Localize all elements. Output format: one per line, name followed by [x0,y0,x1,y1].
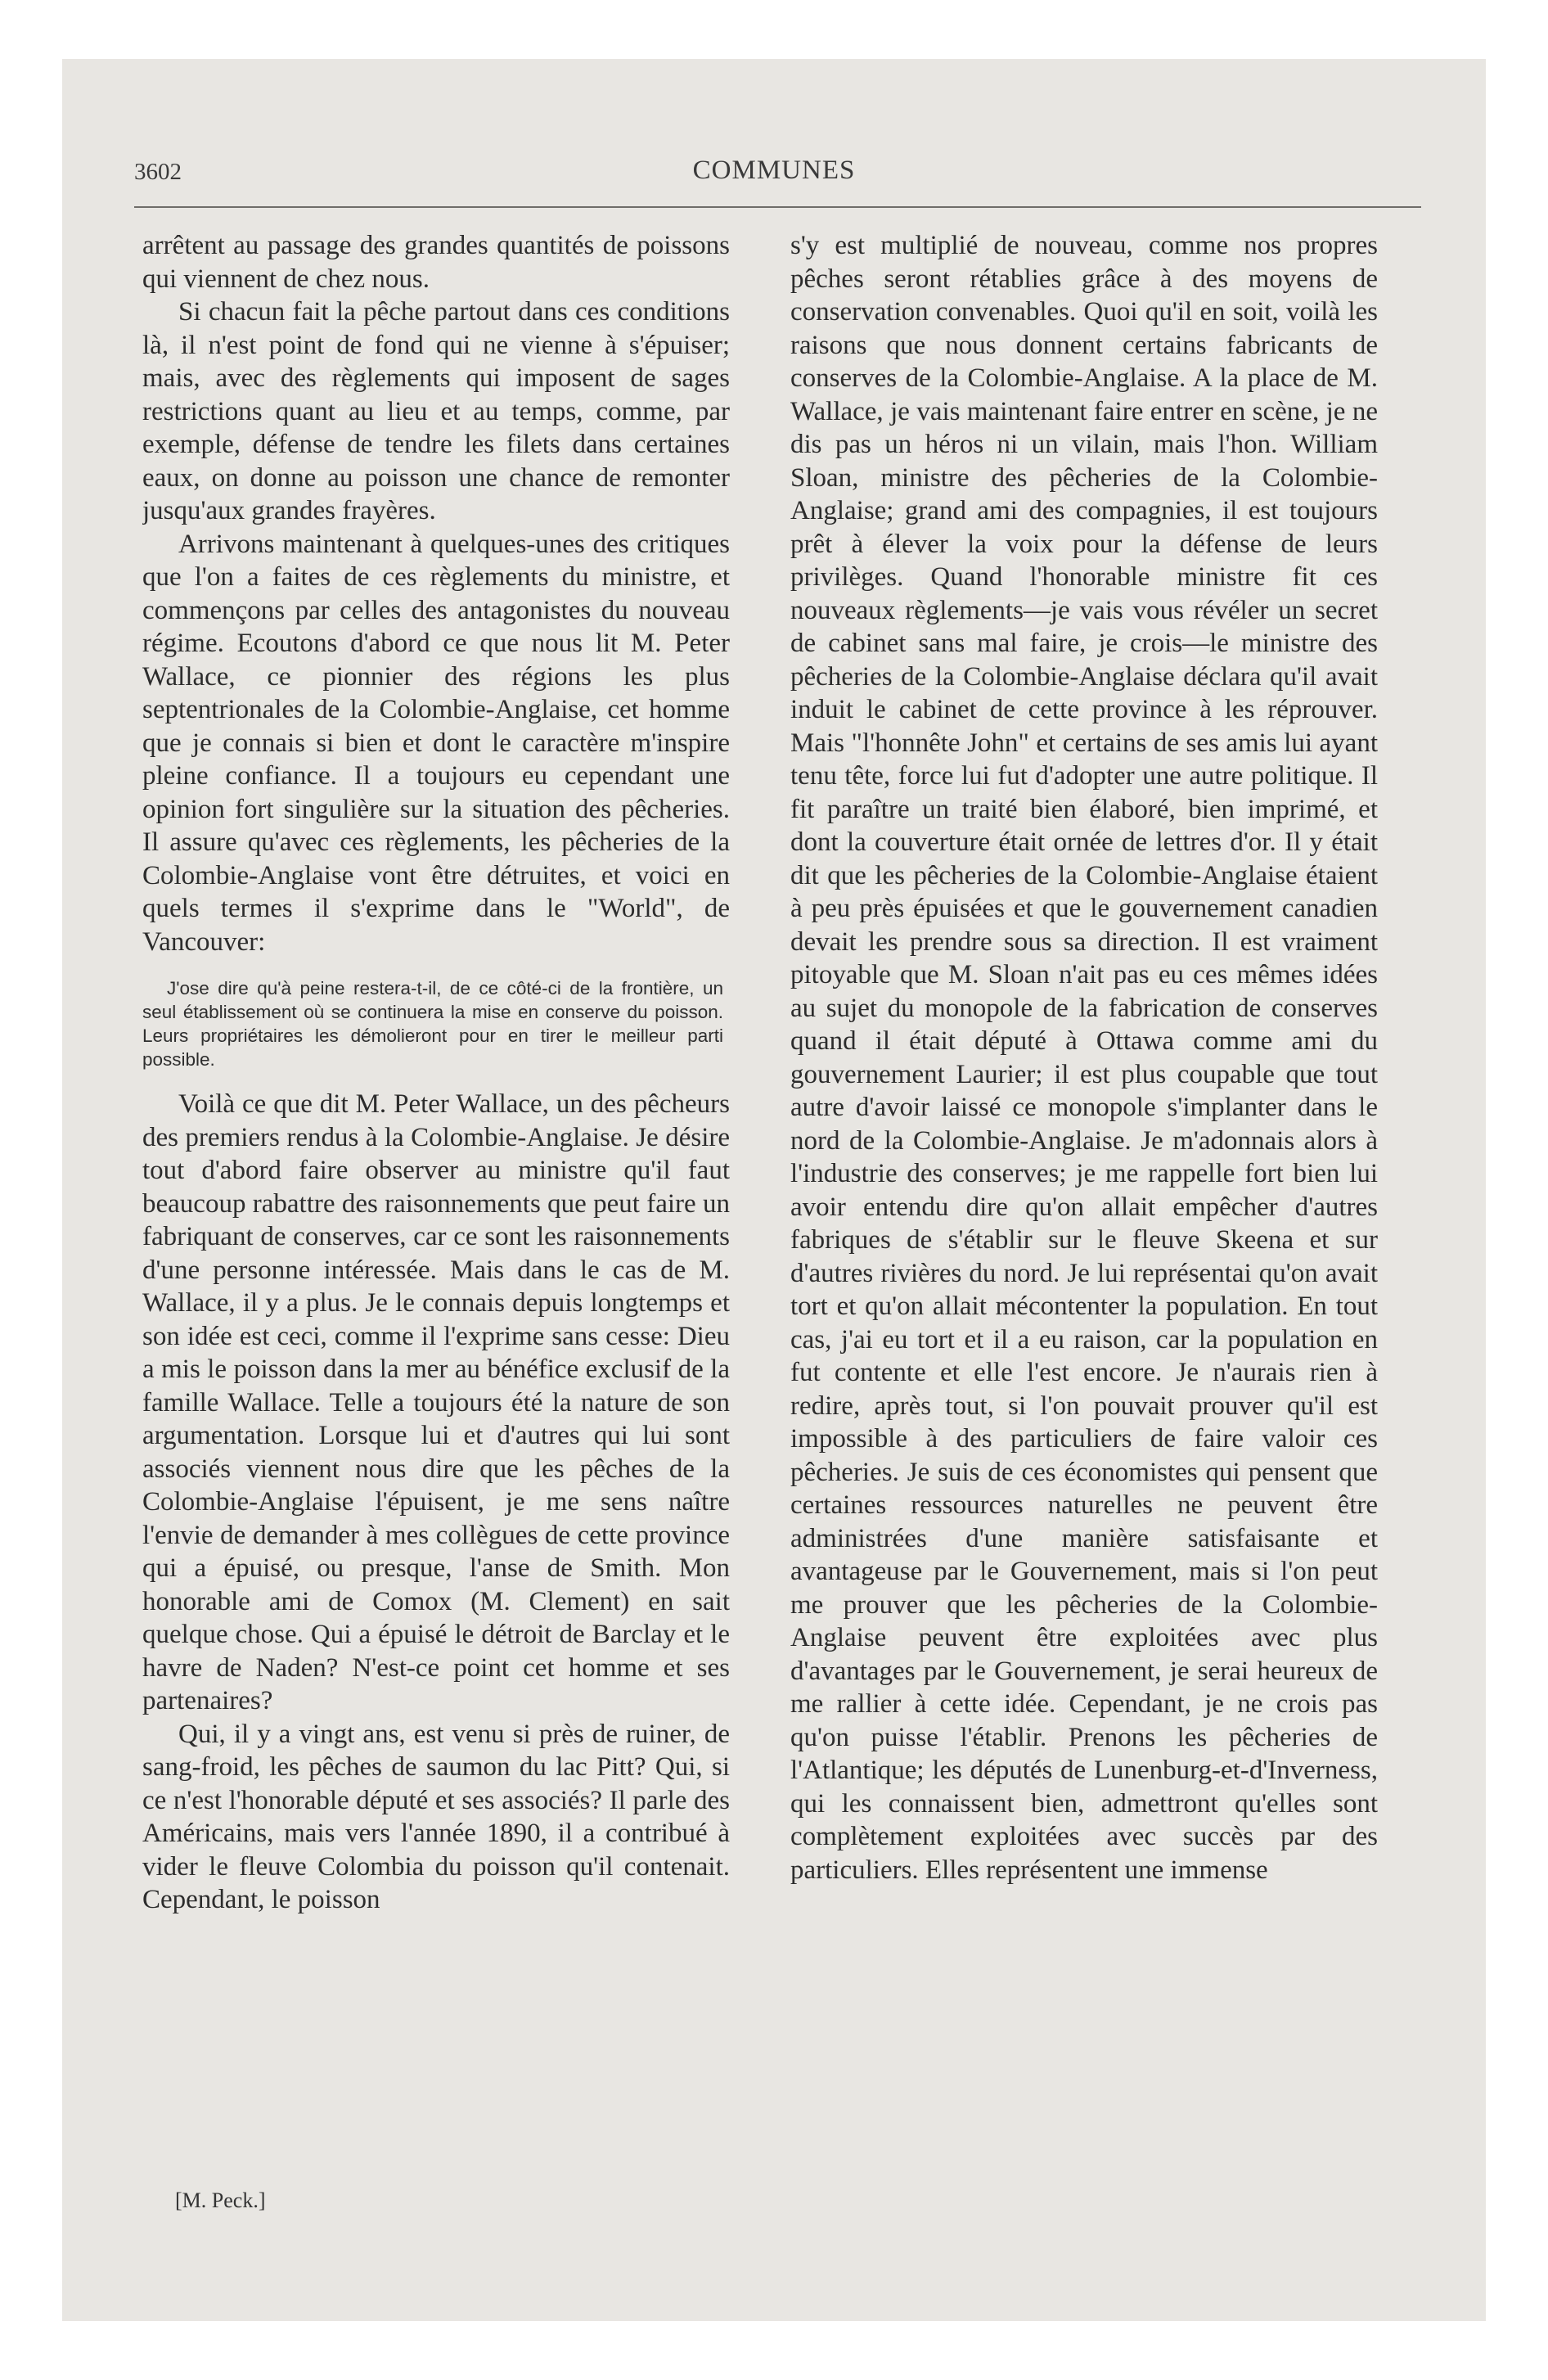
header-rule [134,206,1421,208]
block-quote: J'ose dire qu'à peine restera-t-il, de ce côté-ci de la frontière, un seul établissement où se continuera la mise en conserve du poisson. Leurs propriétaires les démolieront pour en tirer le meilleur parti possible. [142,978,723,1070]
scanned-page [62,59,1486,2321]
left-column [142,229,730,2177]
paragraph: Si chacun fait la pêche partout dans ces conditions là, il n'est point de fond qui ne vienne à s'épuiser; mais, avec des règlements qui imposent de sages restrictions quant au lieu et au temps, comme, par exemple, défense de tendre les filets dans certaines eaux, on donne au poisson une chance de remonter jusqu'aux grandes frayères. [142,297,730,525]
paragraph: s'y est multiplié de nouveau, comme nos propres pêches seront rétablies grâce à des moyens de conservation convenables. Quoi qu'il en soit, voilà les raisons que nous donnent certains fabricants de conserves de la Colombie-Anglaise. A la place de M. Wallace, je vais maintenant faire entrer en scène, je ne dis pas un héros ni un vilain, mais l'hon. William Sloan, ministre des pêcheries de la Colombie-Anglaise; grand ami des compagnies, il est toujours prêt à élever la voix pour la défense de leurs privilèges. Quand l'honorable ministre fit ces nouveaux règlements—je vais vous révéler un secret de cabinet sans mal faire, je crois—le ministre des pêcheries de la Colombie-Anglaise déclara qu'il avait induit le cabinet de cette province à les réprouver. Mais "l'honnête John" et certains de ses amis lui ayant tenu tête, force lui fut d'adopter une autre politique. Il fit paraître un traité bien élaboré, bien imprimé, et dont la couverture était ornée de lettres d'or. Il y était dit que les pêcheries de la Colombie-Anglaise étaient à peu près épuisées et que le gouvernement canadien devait les prendre sous sa direction. Il est vraiment pitoyable que M. Sloan n'ait pas eu ces mêmes idées au sujet du monopole de la fabrication de conserves quand il était député à Ottawa comme ami du gouvernement Laurier; il est plus coupable que tout autre d'avoir laissé ce monopole s'implanter dans le nord de la Colombie-Anglaise. Je m'adonnais alors à l'industrie des conserves; je me rappelle fort bien lui avoir entendu dire qu'on allait empêcher d'autres fabriques de s'établir sur le fleuve Skeena et sur d'autres rivières du nord. Je lui représentai qu'on avait tort et qu'on allait mécontenter la population. En tout cas, j'ai eu tort et il a eu raison, car la population en fut contente et elle l'est encore. Je n'aurais rien à redire, après tout, si l'on pouvait prouver qu'il est impossible à des particuliers de faire valoir ces pêcheries. Je suis de ces économistes qui pensent que certaines ressources naturelles ne peuvent être administrées d'une manière satisfaisante et avantageuse par le Gouvernement, mais si l'on peut me prouver que les pêcheries de la Colombie-Anglaise peuvent être exploitées avec plus d'avantages par le Gouvernement, je serai heureux de me rallier à cette idée. Cependant, je ne crois pas qu'on puisse l'établir. Prenons les pêcheries de l'Atlantique; les députés de Lunenburg-et-d'Inverness, qui les connaissent bien, admettront qu'elles sont complètement exploitées avec succès par des particuliers. Elles représentent une immense [790,231,1378,1885]
page-number: 3602 [134,159,182,185]
speaker-tag: [M. Peck.] [175,2188,266,2212]
paragraph: Qui, il y a vingt ans, est venu si près de ruiner, de sang-froid, les pêches de saumon du lac Pitt? Qui, si ce n'est l'honorable député et ses associés? Il parle des Américains, mais vers l'année 1890, il a contribué à vider le fleuve Colombia du poisson qu'il contenait. Cependant, le poisson [142,1719,730,1914]
right-column [790,229,1378,2177]
paragraph: Arrivons maintenant à quelques-unes des critiques que l'on a faites de ces règlements du ministre, et commençons par celles des antagonistes du nouveau régime. Ecoutons d'abord ce que nous lit M. Peter Wallace, ce pionnier des régions les plus septentrionales de la Colombie-Anglaise, cet homme que je connais si bien et dont le caractère m'inspire pleine confiance. Il a toujours eu cependant une opinion fort singulière sur la situation des pêcheries. Il assure qu'avec ces règlements, les pêcheries de la Colombie-Anglaise vont être détruites, et voici en quels termes il s'exprime dans le "World", de Vancouver: [142,529,730,957]
paragraph: Voilà ce que dit M. Peter Wallace, un des pêcheurs des premiers rendus à la Colombie-Anglaise. Je désire tout d'abord faire observer au ministre qu'il faut beaucoup rabattre des raisonnements que peut faire un fabriquant de conserves, car ce sont les raisonnements d'une personne intéressée. Mais dans le cas de M. Wallace, il y a plus. Je le connais depuis longtemps et son idée est ceci, comme il l'exprime sans cesse: Dieu a mis le poisson dans la mer au bénéfice exclusif de la famille Wallace. Telle a toujours été la nature de son argumentation. Lorsque lui et d'autres qui lui sont associés viennent nous dire que les pêches de la Colombie-Anglaise l'épuisent, je me sens naître l'envie de demander à mes collègues de cette province qui a épuisé, ou presque, l'anse de Smith. Mon honorable ami de Comox (M. Clement) en sait quelque chose. Qui a épuisé le détroit de Barclay et le havre de Naden? N'est-ce point cet homme et ses partenaires? [142,1089,730,1715]
running-head: COMMUNES [692,156,856,185]
paragraph: arrêtent au passage des grandes quantités de poissons qui viennent de chez nous. [142,231,730,294]
